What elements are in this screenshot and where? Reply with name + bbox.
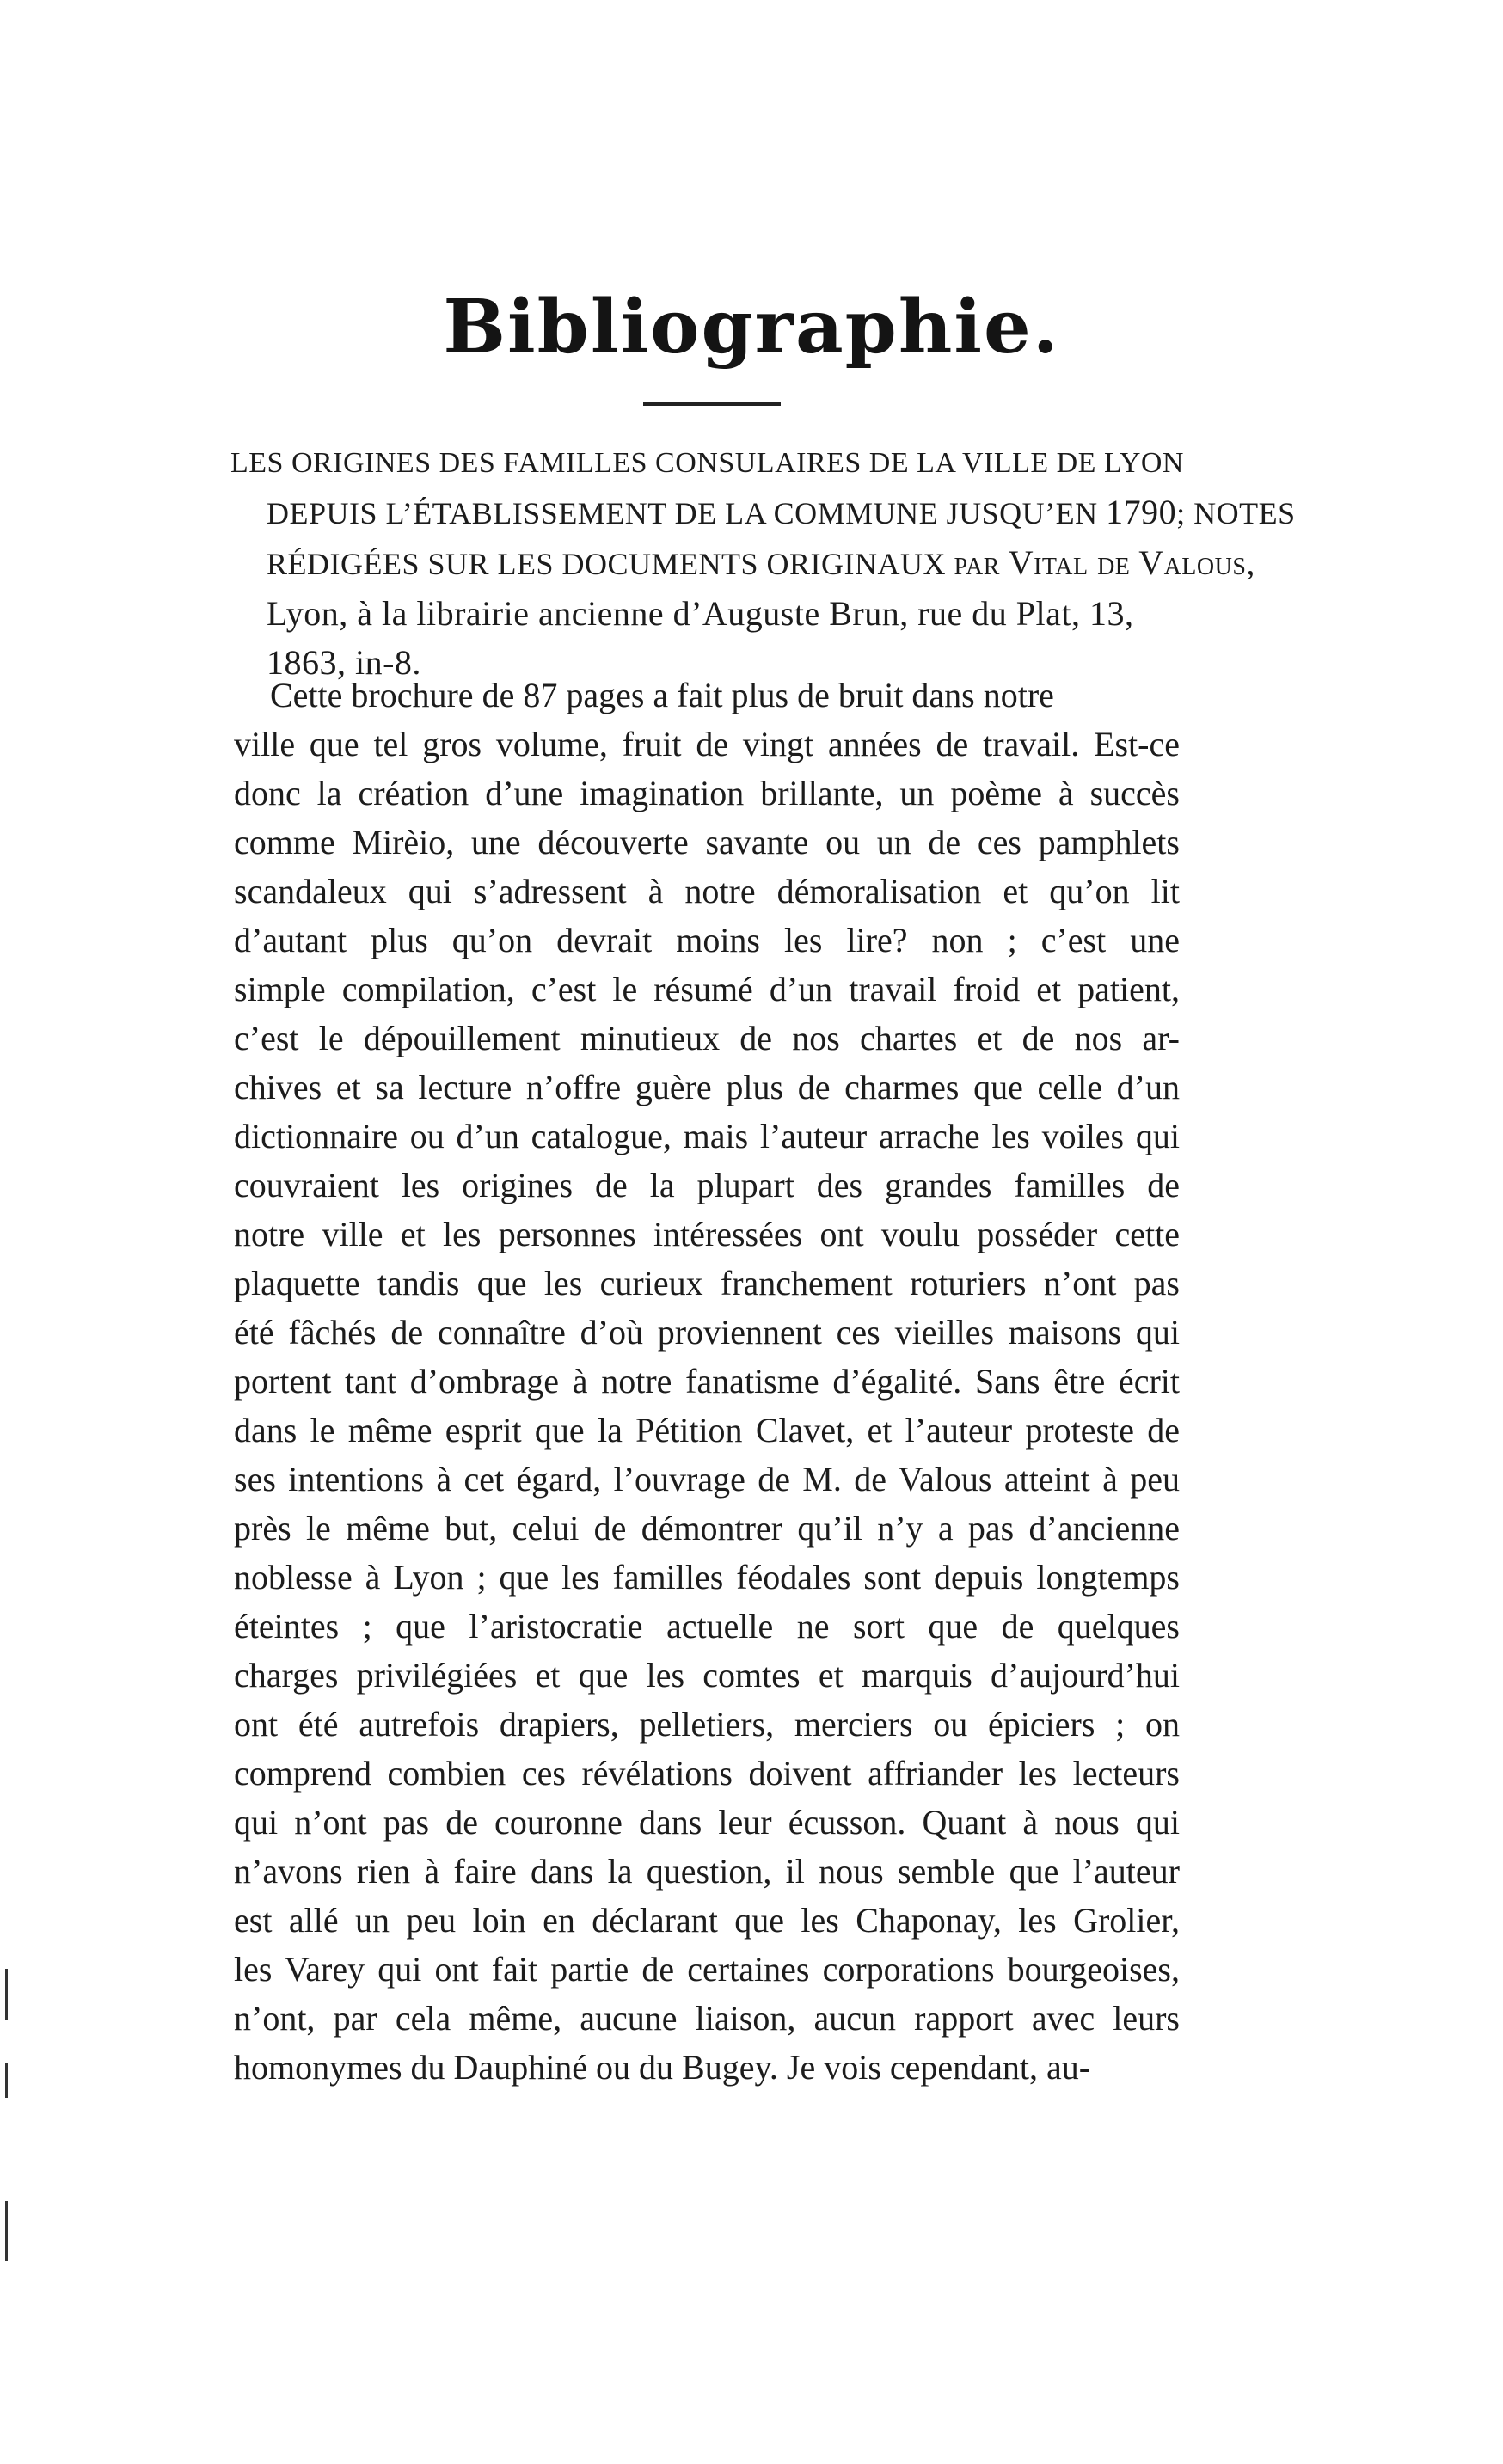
paragraph-line: les Varey qui ont fait partie de certaines corporations bourgeoises, bbox=[234, 1950, 1180, 1989]
paragraph-line: d’autant plus qu’on devrait moins les lire? non ; c’est une bbox=[234, 921, 1180, 959]
paragraph-line: près le même but, celui de démontrer qu’il n’y a pas d’ancienne bbox=[234, 1509, 1180, 1548]
paragraph-line: charges privilégiées et que les comtes et marquis d’aujourd’hui bbox=[234, 1656, 1180, 1695]
paragraph-line: notre ville et les personnes intéressées ont voulu posséder cette bbox=[234, 1215, 1180, 1253]
paragraph-line: dans le même esprit que la Pétition Clavet, et l’auteur proteste de bbox=[234, 1411, 1180, 1450]
paragraph-line: c’est le dépouillement minutieux de nos chartes et de nos ar- bbox=[234, 1019, 1180, 1057]
paragraph-line: ont été autrefois drapiers, pelletiers, merciers ou épiciers ; on bbox=[234, 1705, 1180, 1744]
paragraph-line: comprend combien ces révélations doivent affriander les lecteurs bbox=[234, 1754, 1180, 1793]
paragraph-line: ses intentions à cet égard, l’ouvrage de M. de Valous atteint à peu bbox=[234, 1460, 1180, 1499]
paragraph-line: Cette brochure de 87 pages a fait plus de bruit dans notre bbox=[270, 676, 1054, 714]
entry-line-2 bbox=[230, 487, 1296, 538]
paragraph-line: simple compilation, c’est le résumé d’un travail froid et patient, bbox=[234, 970, 1180, 1008]
paragraph-line: éteintes ; que l’aristocratie actuelle ne sort que de quelques bbox=[234, 1607, 1180, 1646]
page-title: Bibliographie. bbox=[443, 284, 1060, 371]
paragraph-line: donc la création d’une imagination brillante, un poème à succès bbox=[234, 774, 1180, 812]
entry-year: 1790 bbox=[1106, 493, 1177, 531]
paragraph-line: scandaleux qui s’adressent à notre démoralisation et qu’on lit bbox=[234, 872, 1180, 910]
paragraph-line: est allé un peu loin en déclarant que les Chaponay, les Grolier, bbox=[234, 1901, 1180, 1940]
title-rule bbox=[643, 402, 781, 406]
paragraph-line: n’avons rien à faire dans la question, il nous semble que l’auteur bbox=[234, 1852, 1180, 1891]
paragraph-line: portent tant d’ombrage à notre fanatisme d’égalité. Sans être écrit bbox=[234, 1362, 1180, 1401]
paragraph-line: noblesse à Lyon ; que les familles féodales sont depuis longtemps bbox=[234, 1558, 1180, 1597]
scan-edge-mark bbox=[5, 2063, 8, 2098]
scan-edge-mark bbox=[5, 2201, 8, 2261]
paragraph-line: ville que tel gros volume, fruit de vingt années de travail. Est-ce bbox=[234, 725, 1180, 763]
paragraph-line: chives et sa lecture n’offre guère plus de charmes que celle d’un bbox=[234, 1068, 1180, 1106]
entry-title-line-3: RÉDIGÉES SUR LES DOCUMENTS ORIGINAUX bbox=[267, 547, 947, 581]
entry-line-1 bbox=[230, 438, 1184, 487]
paragraph-line: été fâchés de connaître d’où proviennent ces vieilles maisons qui bbox=[234, 1313, 1180, 1352]
paragraph-line: plaquette tandis que les curieux franchement roturiers n’ont pas bbox=[234, 1264, 1180, 1302]
entry-author: par Vital de Valous, bbox=[954, 543, 1255, 582]
paragraph-line: comme Mirèio, une découverte savante ou un de ces pamphlets bbox=[234, 823, 1180, 861]
paragraph-line: dictionnaire ou d’un catalogue, mais l’auteur arrache les voiles qui bbox=[234, 1117, 1180, 1155]
review-paragraph bbox=[234, 671, 1180, 2092]
paragraph-line: couvraient les origines de la plupart des grandes familles de bbox=[234, 1166, 1180, 1204]
paragraph-line: n’ont, par cela même, aucune liaison, aucun rapport avec leurs bbox=[234, 1999, 1180, 2038]
entry-date: 1863, in-8. bbox=[267, 643, 421, 682]
entry-title-line-1: LES ORIGINES DES FAMILLES CONSULAIRES DE LA VILLE DE LYON bbox=[230, 447, 1184, 479]
entry-line-3 bbox=[230, 538, 1255, 589]
paragraph-line: qui n’ont pas de couronne dans leur écusson. Quant à nous qui bbox=[234, 1803, 1180, 1842]
entry-publisher: Lyon, à la librairie ancienne d’Auguste Brun, rue du Plat, 13, bbox=[267, 594, 1134, 633]
bibliographic-entry bbox=[230, 438, 1296, 687]
scan-edge-mark bbox=[5, 1969, 8, 2020]
entry-title-line-2: DEPUIS L’ÉTABLISSEMENT DE LA COMMUNE JUSQU’EN bbox=[267, 496, 1098, 530]
entry-notes-label: ; NOTES bbox=[1176, 496, 1296, 530]
paragraph-line: homonymes du Dauphiné ou du Bugey. Je vois cependant, au- bbox=[234, 2048, 1091, 2087]
